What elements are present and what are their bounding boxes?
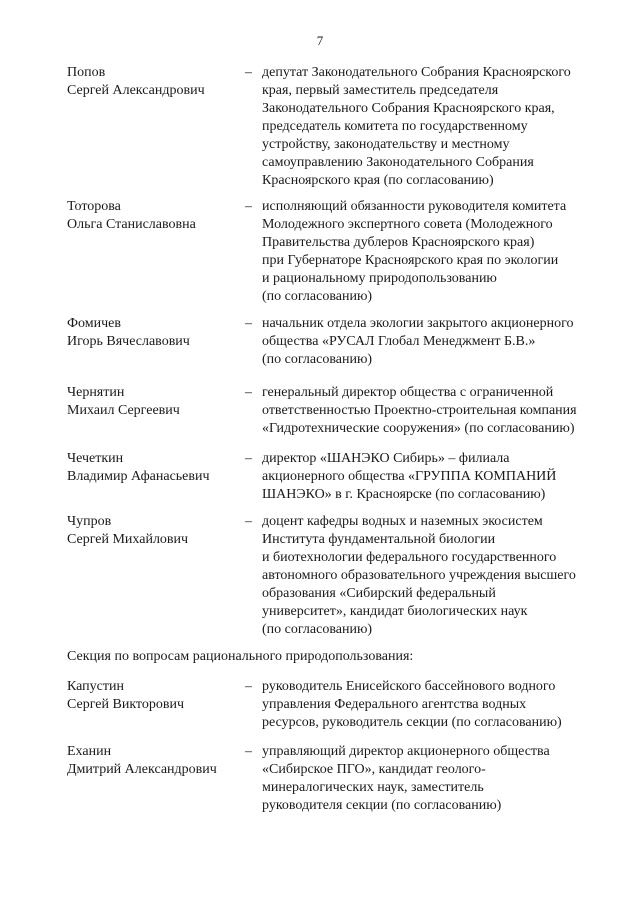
dash-separator: – (245, 316, 252, 331)
member-surname: Тоторова (67, 199, 121, 214)
member-given-names: Ольга Станиславовна (67, 217, 196, 232)
member-given-names: Михаил Сергеевич (67, 403, 180, 418)
member-position (262, 384, 607, 438)
dash-separator: – (245, 744, 252, 759)
position-line: самоуправлению Законодательного Собрания (262, 155, 534, 170)
position-line: председатель комитета по государственному (262, 119, 528, 134)
position-line: устройству, законодательству и местному (262, 137, 510, 152)
position-line: «Гидротехнические сооружения» (по согласованию) (262, 421, 575, 436)
member-given-names: Сергей Александрович (67, 83, 205, 98)
position-line: ответственностью Проектно-строительная компания (262, 403, 577, 418)
member-position (262, 315, 607, 369)
member-name (67, 198, 242, 234)
member-given-names: Сергей Викторович (67, 697, 185, 712)
position-line: генеральный директор общества с ограниченной (262, 385, 554, 400)
position-line: начальник отдела экологии закрытого акционерного (262, 316, 574, 331)
position-line: при Губернаторе Красноярского края по экологии (262, 253, 559, 268)
member-surname: Чечеткин (67, 451, 124, 466)
member-name (67, 315, 242, 351)
section-heading: Секция по вопросам рационального природопользования: (67, 649, 414, 664)
member-surname: Чернятин (67, 385, 125, 400)
member-surname: Фомичев (67, 316, 122, 331)
position-line: «Сибирское ПГО», кандидат геолого- (262, 762, 486, 777)
position-line: минералогических наук, заместитель (262, 780, 484, 795)
member-name (67, 743, 242, 779)
member-position (262, 743, 607, 815)
position-line: ШАНЭКО» в г. Красноярске (по согласованию) (262, 487, 546, 502)
member-name (67, 513, 242, 549)
member-position (262, 198, 607, 306)
position-line: автономного образовательного учреждения высшего (262, 568, 576, 583)
dash-separator: – (245, 385, 252, 400)
position-line: Законодательного Собрания Красноярского края, (262, 101, 555, 116)
member-position (262, 678, 607, 732)
member-position (262, 450, 607, 504)
position-line: руководитель Енисейского бассейнового водного (262, 679, 556, 694)
member-name (67, 450, 242, 486)
position-line: Молодежного экспертного совета (Молодежного (262, 217, 553, 232)
member-position (262, 64, 607, 190)
position-line: ресурсов, руководитель секции (по согласованию) (262, 715, 562, 730)
dash-separator: – (245, 199, 252, 214)
position-line: директор «ШАНЭКО Сибирь» – филиала (262, 451, 510, 466)
position-line: руководителя секции (по согласованию) (262, 798, 502, 813)
position-line: (по согласованию) (262, 622, 373, 637)
page-number: 7 (316, 33, 324, 48)
position-line: (по согласованию) (262, 289, 373, 304)
position-line: Института фундаментальной биологии (262, 532, 496, 547)
position-line: и рациональному природопользованию (262, 271, 497, 286)
dash-separator: – (245, 679, 252, 694)
position-line: университет», кандидат биологических наук (262, 604, 528, 619)
position-line: образования «Сибирский федеральный (262, 586, 496, 601)
position-line: управления Федерального агентства водных (262, 697, 527, 712)
position-line: и биотехнологии федерального государственного (262, 550, 557, 565)
position-line: края, первый заместитель председателя (262, 83, 499, 98)
member-given-names: Дмитрий Александрович (67, 762, 217, 777)
member-given-names: Сергей Михайлович (67, 532, 189, 547)
member-given-names: Владимир Афанасьевич (67, 469, 210, 484)
position-line: (по согласованию) (262, 352, 373, 367)
member-surname: Еханин (67, 744, 112, 759)
position-line: Красноярского края (по согласованию) (262, 173, 494, 188)
position-line: доцент кафедры водных и наземных экосистем (262, 514, 543, 529)
position-line: общества «РУСАЛ Глобал Менеджмент Б.В.» (262, 334, 536, 349)
member-surname: Капустин (67, 679, 124, 694)
dash-separator: – (245, 514, 252, 529)
member-name (67, 678, 242, 714)
dash-separator: – (245, 65, 252, 80)
member-given-names: Игорь Вячеславович (67, 334, 190, 349)
position-line: акционерного общества «ГРУППА КОМПАНИЙ (262, 469, 557, 484)
position-line: управляющий директор акционерного общества (262, 744, 550, 759)
position-line: исполняющий обязанности руководителя комитета (262, 199, 567, 214)
member-name (67, 64, 242, 100)
position-line: Правительства дублеров Красноярского края) (262, 235, 535, 250)
dash-separator: – (245, 451, 252, 466)
member-name (67, 384, 242, 420)
member-surname: Попов (67, 65, 106, 80)
member-position (262, 513, 607, 639)
position-line: депутат Законодательного Собрания Красноярского (262, 65, 571, 80)
member-surname: Чупров (67, 514, 112, 529)
